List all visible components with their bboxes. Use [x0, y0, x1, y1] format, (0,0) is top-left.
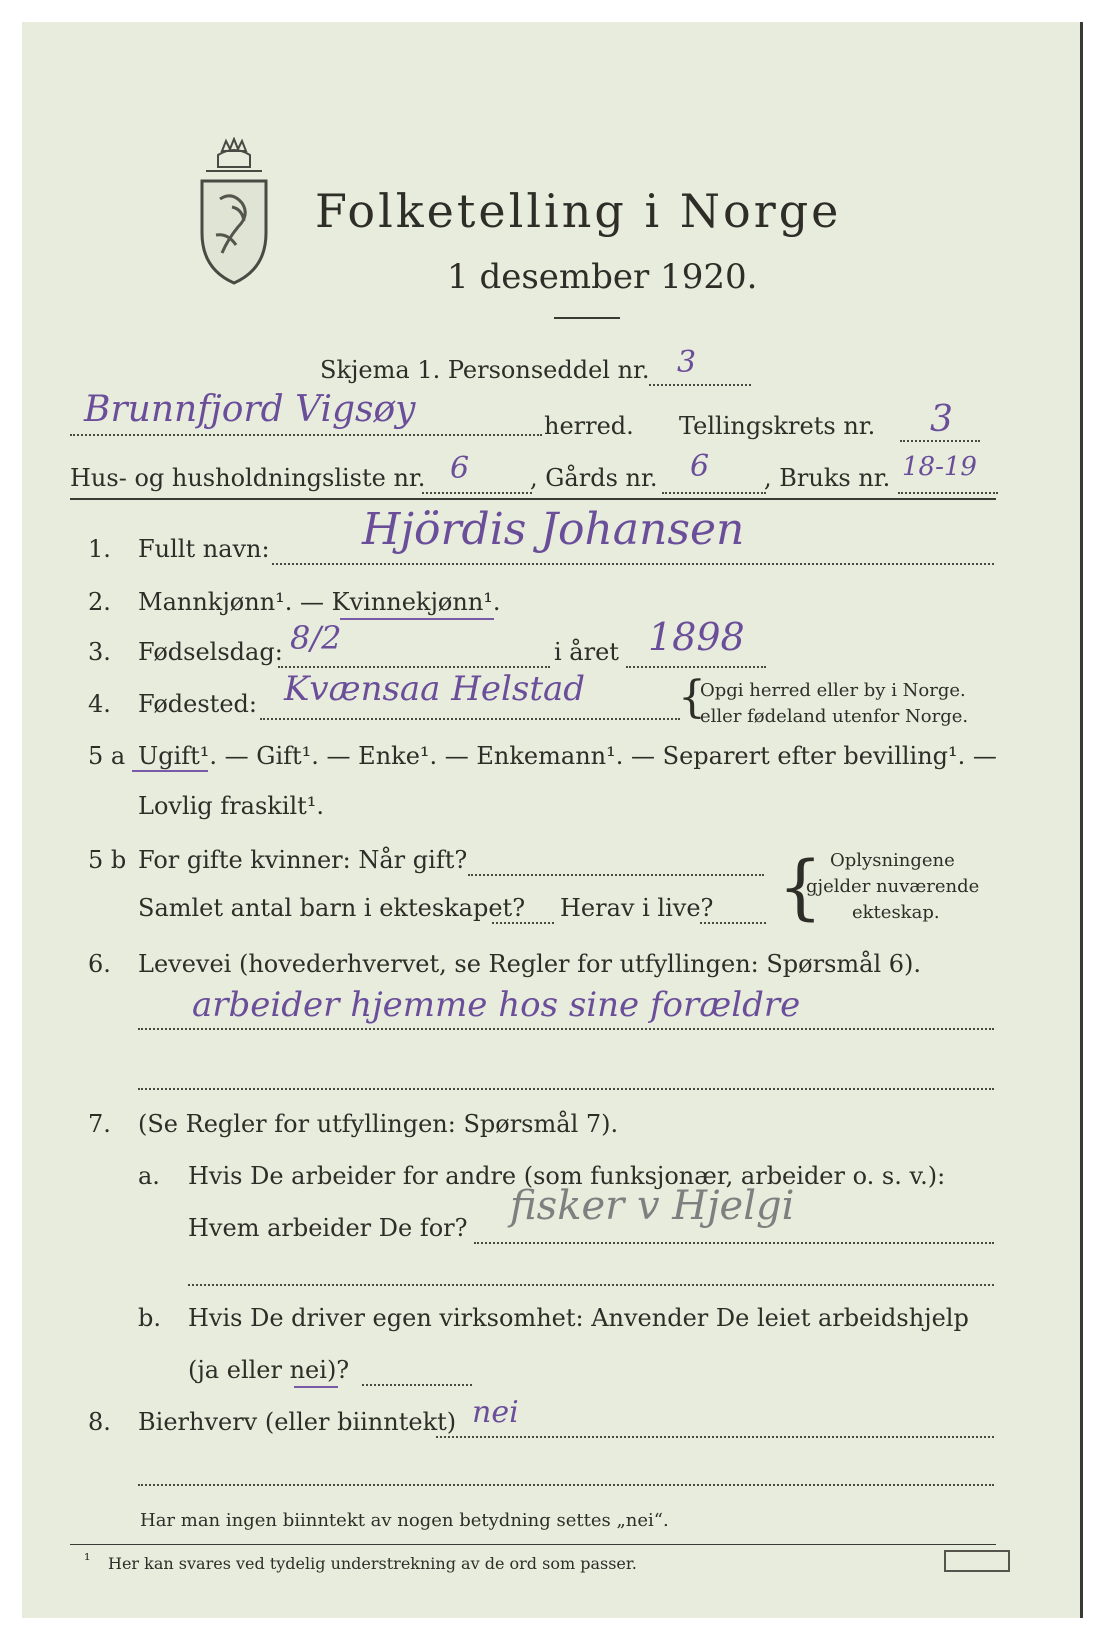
q5b-children-line — [492, 922, 554, 924]
q3-year-value: 1898 — [648, 615, 745, 659]
q3-number: 3. — [88, 638, 111, 666]
tellingskrets-line — [900, 440, 980, 442]
header-rule — [70, 498, 996, 500]
printer-stamp — [944, 1550, 1010, 1572]
census-date: 1 desember 1920. — [447, 257, 758, 297]
q6-label: Levevei (hovederhvervet, se Regler for utfyllingen: Spørsmål 6). — [138, 950, 922, 978]
q7a-letter: a. — [138, 1162, 160, 1190]
q1-value: Hjördis Johansen — [362, 504, 745, 555]
footnote-mark: ¹ — [84, 1550, 91, 1569]
q2-label: Mannkjønn¹. — Kvinnekjønn¹. — [138, 588, 501, 616]
q5b-married-line — [468, 874, 764, 876]
q4-note-line1: Opgi herred eller by i Norge. — [700, 680, 966, 701]
q7a-line1: Hvis De arbeider for andre (som funksjonær, arbeider o. s. v.): — [188, 1162, 946, 1190]
q3-line — [278, 666, 550, 668]
hus-line — [422, 492, 532, 494]
q5a-line1: Ugift¹. — Gift¹. — Enke¹. — Enkemann¹. — Separert efter bevilling¹. — — [138, 742, 997, 770]
q4-label: Fødested: — [138, 690, 257, 718]
q7a-value: fisker v Hjelgi — [510, 1183, 795, 1229]
q7b-line2: (ja eller nei)? — [188, 1356, 350, 1384]
form-title: Folketelling i Norge — [315, 184, 842, 238]
q7b-letter: b. — [138, 1304, 161, 1332]
herred-line — [70, 434, 542, 436]
q5b-line1: For gifte kvinner: Når gift? — [138, 846, 468, 874]
q7a-employer-line — [474, 1242, 994, 1244]
gards-label: , Gårds nr. — [530, 464, 658, 492]
gards-line — [662, 492, 766, 494]
q3-value: 8/2 — [290, 619, 342, 657]
q7a-line3 — [188, 1284, 994, 1286]
herred-label: herred. — [544, 412, 634, 440]
q8-line — [436, 1436, 994, 1438]
skjema-value: 3 — [677, 345, 697, 380]
q7b-line — [362, 1384, 472, 1386]
footnote-text: Her kan svares ved tydelig understrekning av de ord som passer. — [108, 1554, 637, 1573]
herred-value: Brunnfjord Vigsøy — [84, 389, 416, 430]
hus-value: 6 — [450, 451, 470, 486]
skjema-line — [649, 384, 751, 386]
q4-note-line2: eller fødeland utenfor Norge. — [700, 706, 969, 727]
q3-year-label: i året — [554, 638, 619, 666]
footnote-rule — [70, 1544, 996, 1545]
bruks-label: , Bruks nr. — [764, 464, 891, 492]
tellingskrets-label: Tellingskrets nr. — [679, 412, 876, 440]
skjema-label: Skjema 1. Personseddel nr. — [320, 356, 650, 384]
q1-number: 1. — [88, 535, 111, 563]
q4-note-brace: { — [678, 672, 706, 723]
q5b-number: 5 b — [88, 846, 127, 874]
q4-value: Kvænsaa Helstad — [284, 669, 586, 709]
q5a-number: 5 a — [88, 742, 126, 770]
q1-label: Fullt navn: — [138, 535, 270, 563]
q5a-line2: Lovlig fraskilt¹. — [138, 792, 325, 820]
census-form-sheet — [22, 22, 1083, 1618]
q5a-ugift-underline — [132, 770, 208, 772]
q3-year-line — [626, 666, 766, 668]
q4-number: 4. — [88, 690, 111, 718]
bruks-line — [898, 492, 998, 494]
q5b-note-brace: { — [778, 846, 823, 928]
q3-label: Fødselsdag: — [138, 638, 283, 666]
hus-label: Hus- og husholdningsliste nr. — [70, 464, 426, 492]
q7-number: 7. — [88, 1110, 111, 1138]
q6-line2 — [138, 1088, 994, 1090]
tellingskrets-value: 3 — [930, 399, 953, 440]
title-divider — [554, 317, 620, 319]
q2-number: 2. — [88, 588, 111, 616]
q5b-line2a: Samlet antal barn i ekteskapet? — [138, 894, 526, 922]
q8-label: Bierhverv (eller biinntekt) — [138, 1408, 457, 1436]
q6-value: arbeider hjemme hos sine forældre — [192, 985, 801, 1025]
q6-line1 — [138, 1028, 994, 1030]
gards-value: 6 — [690, 449, 710, 484]
q7a-line2: Hvem arbeider De for? — [188, 1214, 468, 1242]
q2-kvinnekjonn-underline — [340, 618, 494, 620]
q1-line — [272, 563, 994, 565]
q8-value: nei — [472, 1395, 519, 1430]
bruks-value: 18-19 — [902, 452, 977, 482]
q5b-note3: ekteskap. — [852, 902, 940, 923]
q8-number: 8. — [88, 1408, 111, 1436]
coat-of-arms-icon — [192, 137, 276, 287]
q4-line — [260, 718, 680, 720]
q5b-note1: Oplysningene — [830, 850, 955, 871]
q5b-alive-line — [700, 922, 766, 924]
q6-number: 6. — [88, 950, 111, 978]
q7-label: (Se Regler for utfyllingen: Spørsmål 7). — [138, 1110, 619, 1138]
q8-line2 — [138, 1484, 994, 1486]
q7b-line1: Hvis De driver egen virksomhet: Anvender De leiet arbeidshjelp — [188, 1304, 969, 1332]
q7b-nei-underline — [294, 1386, 338, 1388]
q5b-note2: gjelder nuværende — [806, 876, 980, 897]
footer-note: Har man ingen biinntekt av nogen betydning settes „nei“. — [140, 1510, 669, 1531]
q5b-line2b: Herav i live? — [560, 894, 714, 922]
